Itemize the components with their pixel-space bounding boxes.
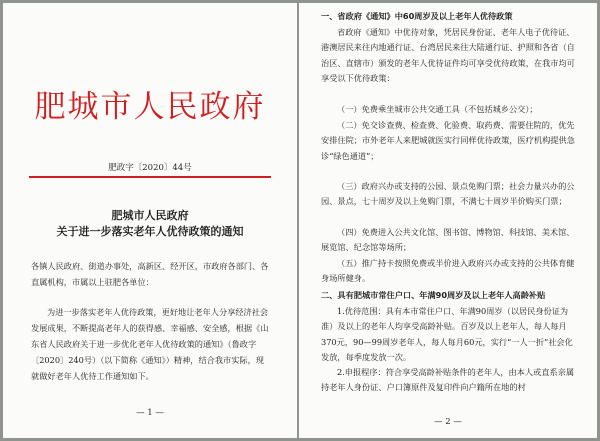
benefit-item-4: （四）免费进入公共文化馆、图书馆、博物馆、科技馆、美术馆、展览馆、纪念馆等场所； [321,227,575,253]
title-issuer: 肥城市人民政府 [111,209,189,222]
document-number: 肥政字〔2020〕44号 [108,163,192,173]
benefit-item-3: （三）政府兴办或支持的公园、景点免购门票；社会力量兴办的公园、景点，七十周岁及以上免购门票，不满七十周岁半价购买门票； [321,181,575,207]
recipients-paragraph: 各镇人民政府、街道办事处，高新区、经开区，市政府各部门、各直属机构，市属以上驻肥各单位： [31,261,269,287]
benefit-item-1: （一）免费乘坐城市公共交通工具（不包括城乡公交）； [337,104,538,114]
page-2 [299,3,597,438]
intro-paragraph: 为进一步落实老年人优待政策，更好地让老年人分享经济社会发展成果，不断提高老年人的获得感、幸福感、安全感，根据《山东省人民政府关于进一步优化老年人优待政策的通知》（鲁政字〔2020〕240号）（以下简称《通知》）精神，结合我市实际，现就做好老年人优待工作通知如下。 [31,307,269,381]
benefit-item-5: （五）推广持卡按照免费或半价进入政府兴办或支持的公共体育健身场所健身。 [321,258,575,284]
section-1-heading: 一、省政府《通知》中60周岁及以上老年人优待政策 [321,11,513,21]
document-title: 关于进一步落实老年人优待政策的通知 [56,225,244,238]
subsidy-scope-paragraph: 1.优待范围：具有本市常住户口、年满90周岁（以居民身份证为准）及以上的老年人均享受高龄补贴。百岁及以上老年人，每人每月370元，90—99周岁老年人，每人每月60元，实行“一人一折”社会化发放，每季度发放一次。 [321,306,573,362]
application-procedure-paragraph: 2.申报程序：符合享受高龄补贴条件的老年人，由本人或直系亲属持老年人身份证、户口簿原件及复印件向户籍所在地的村 [321,367,575,393]
page-number: — 1 — [136,408,164,418]
red-letterhead: 肥城市人民政府 [34,89,266,125]
page-1 [3,3,297,438]
benefit-item-2: （二）免交诊查费、检查费、化验费、取药费、需要住院的，优先安排住院；市外老年人来肥城就医实行同样优待政策，医疗机构提供急诊“绿色通道”； [321,120,575,161]
red-divider-line [29,176,271,178]
section-2-heading: 二、具有肥城市常住户口、年满90周岁及以上老年人高龄补贴 [321,290,546,300]
section-1-intro: 省政府《通知》中优待对象，凭居民身份证、老年人电子优待证、港澳居民来往内地通行证、台湾居民来往大陆通行证、护照和各省（自治区、直辖市）颁发的老年人优待证件均可享受优待政策，在我市均可享受以下优待政策： [321,27,575,83]
page-number: — 2 — [434,417,462,427]
